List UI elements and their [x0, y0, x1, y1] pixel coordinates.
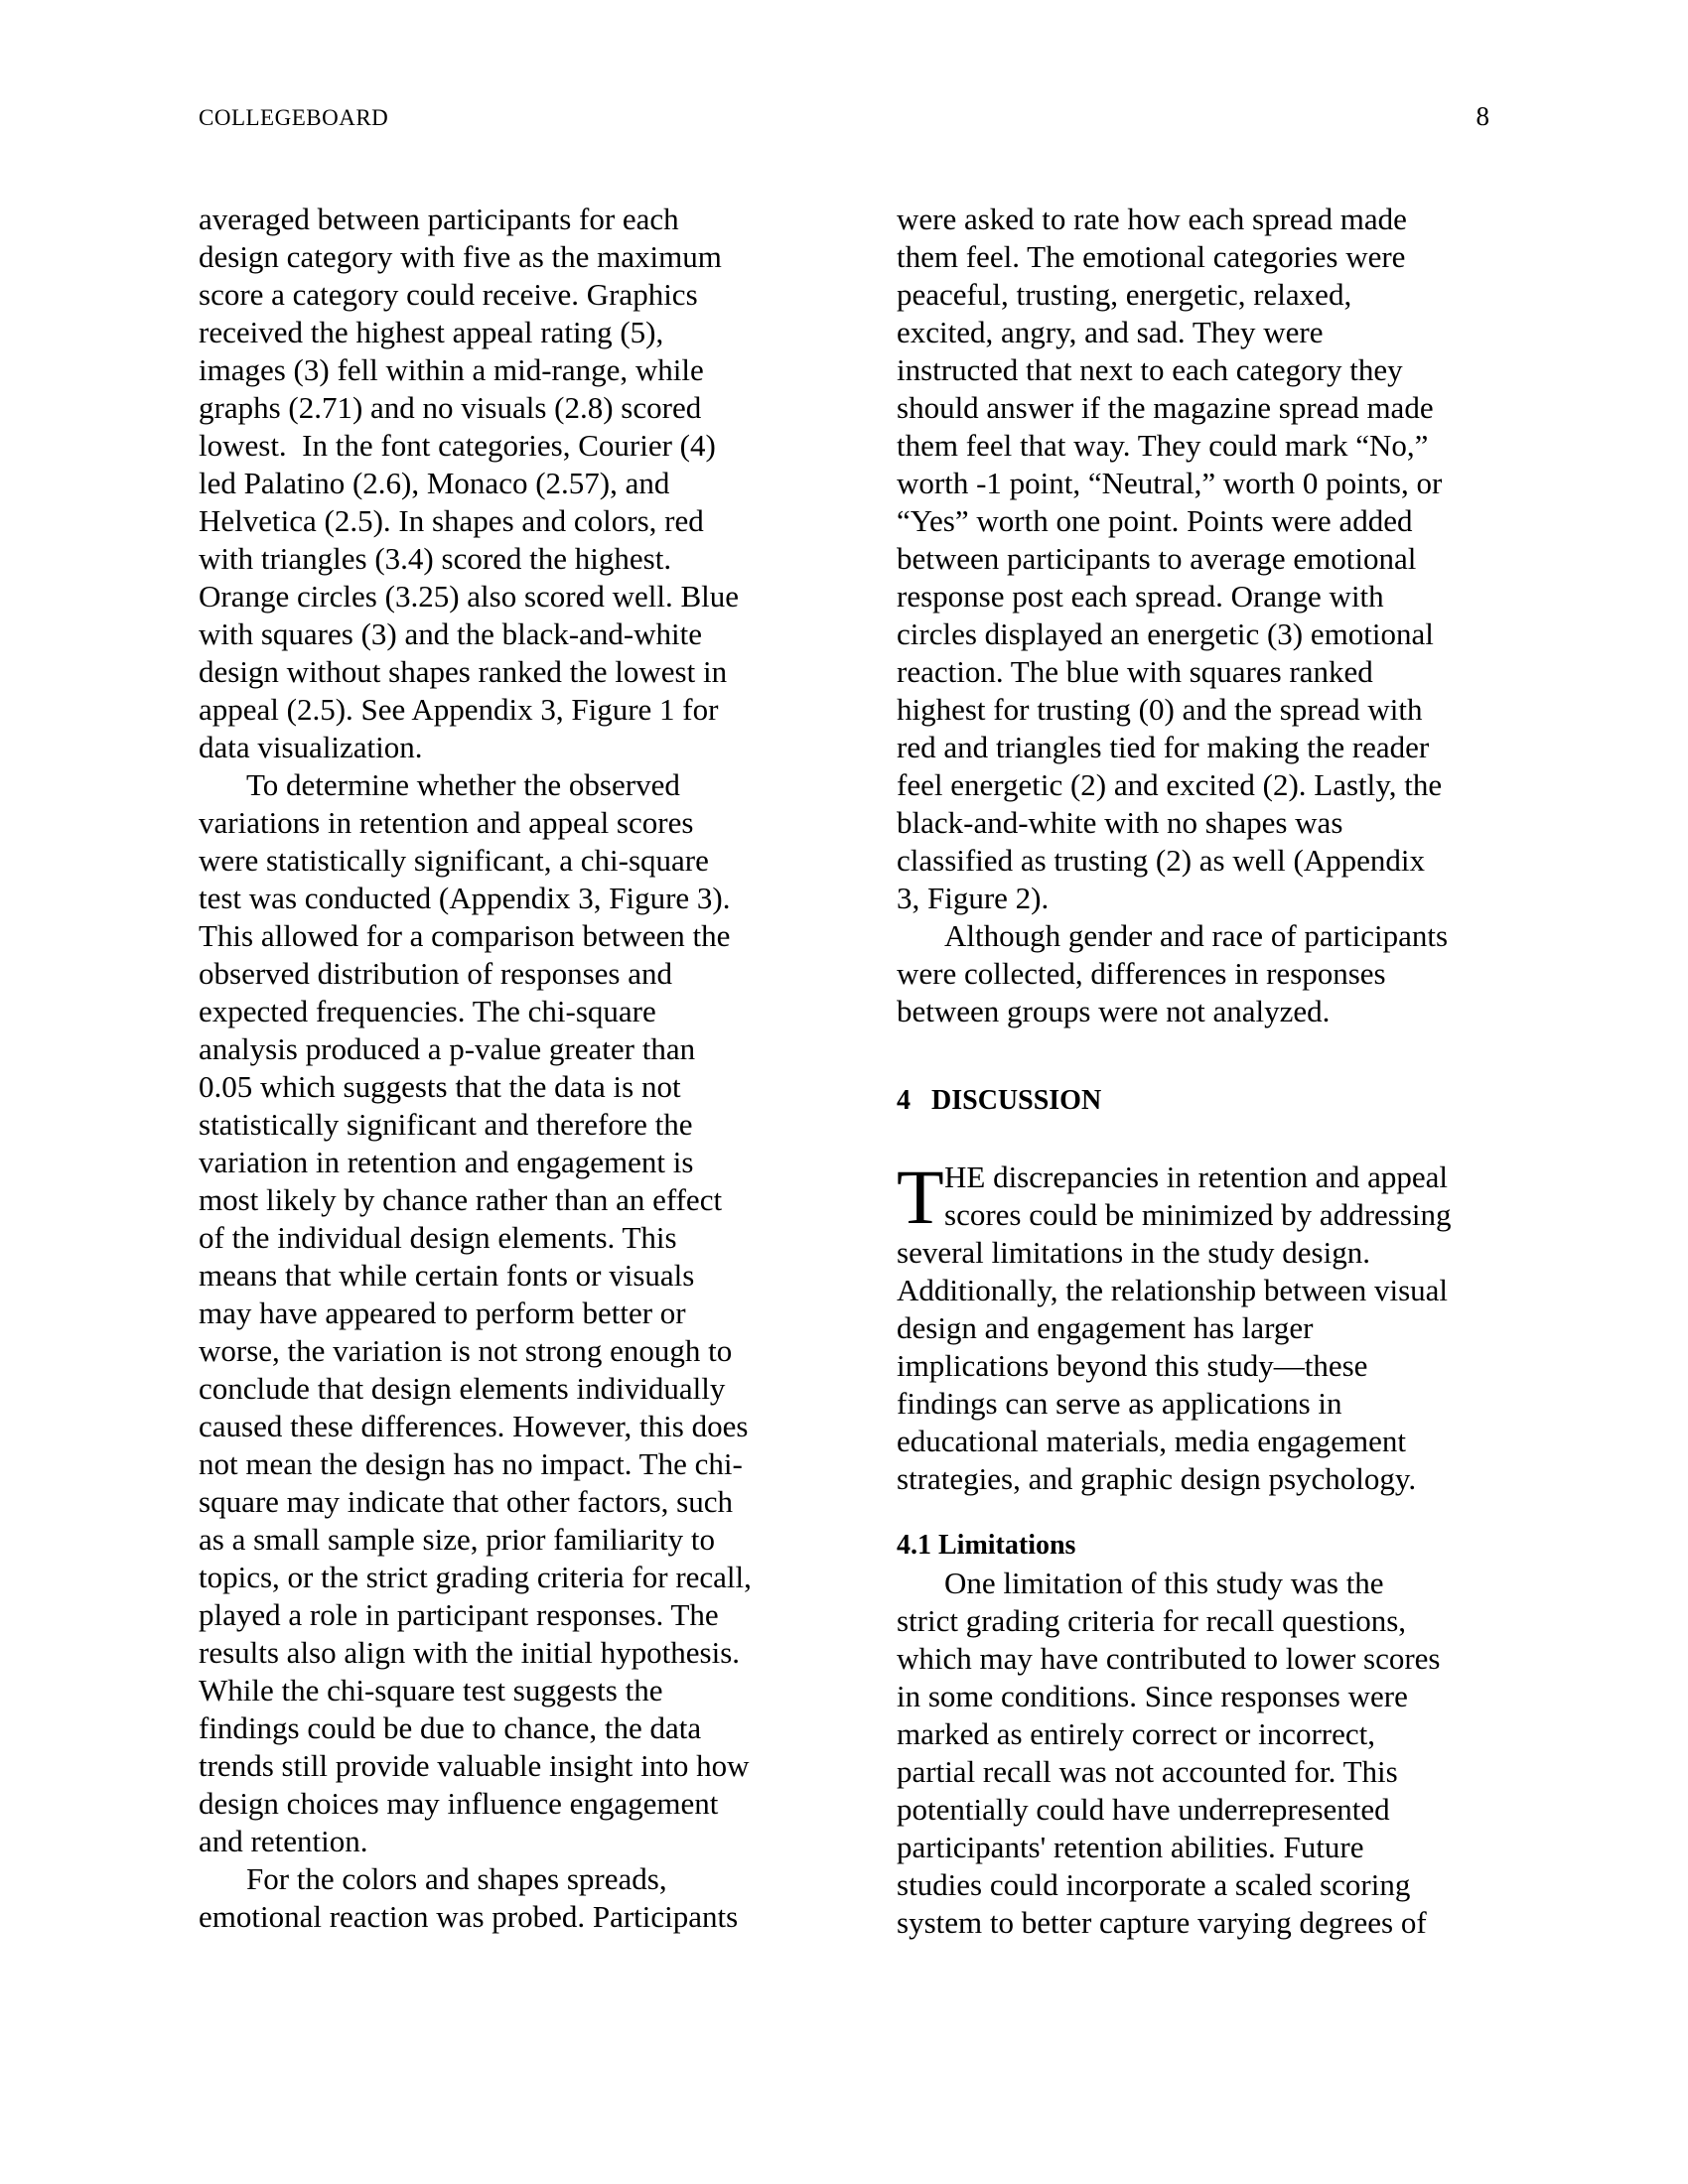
text-line: strict grading criteria for recall questions,	[897, 1603, 1407, 1638]
text-line: images (3) fell within a mid-range, while	[199, 352, 704, 387]
text-line: conclude that design elements individually	[199, 1371, 726, 1406]
text-line: between groups were not analyzed.	[897, 994, 1331, 1028]
text-line: One limitation of this study was the	[944, 1566, 1384, 1600]
text-line: instructed that next to each category they	[897, 352, 1403, 387]
paragraph	[199, 766, 819, 1860]
text-line: 3, Figure 2).	[897, 881, 1050, 915]
text-line: red and triangles tied for making the reader	[897, 730, 1430, 764]
text-line: design choices may influence engagement	[199, 1786, 719, 1821]
text-line: scores could be minimized by addressing	[944, 1197, 1452, 1232]
text-line: strategies, and graphic design psychology.	[897, 1461, 1417, 1496]
text-line: black-and-white with no shapes was	[897, 805, 1343, 840]
text-line: partial recall was not accounted for. This	[897, 1754, 1398, 1789]
text-line: emotional reaction was probed. Participants	[199, 1899, 739, 1934]
text-line: played a role in participant responses. The	[199, 1597, 719, 1632]
text-line: design without shapes ranked the lowest in	[199, 654, 728, 689]
text-line: lowest. In the font categories, Courier (4)	[199, 428, 716, 463]
text-line: studies could incorporate a scaled scoring	[897, 1867, 1411, 1902]
text-line: design category with five as the maximum	[199, 239, 722, 274]
text-line: in some conditions. Since responses were	[897, 1679, 1408, 1713]
text-line: score a category could receive. Graphics	[199, 277, 698, 312]
text-line: appeal (2.5). See Appendix 3, Figure 1 for	[199, 692, 719, 727]
text-line: reaction. The blue with squares ranked	[897, 654, 1373, 689]
right-column	[897, 201, 1502, 1942]
paragraph	[897, 917, 1502, 1030]
text-line: may have appeared to perform better or	[199, 1296, 686, 1330]
text-line: and retention.	[199, 1824, 368, 1858]
text-line: them feel that way. They could mark “No,”	[897, 428, 1429, 463]
text-line: implications beyond this study—these	[897, 1348, 1368, 1383]
text-line: educational materials, media engagement	[897, 1424, 1406, 1458]
text-line: results also align with the initial hypothesis.	[199, 1635, 741, 1670]
running-head	[199, 101, 1489, 132]
text-line: Although gender and race of participants	[944, 918, 1449, 953]
text-line: design and engagement has larger	[897, 1310, 1314, 1345]
text-line: should answer if the magazine spread made	[897, 390, 1434, 425]
text-line: square may indicate that other factors, such	[199, 1484, 733, 1519]
paragraph	[897, 201, 1502, 917]
text-line: were asked to rate how each spread made	[897, 202, 1407, 236]
text-line: not mean the design has no impact. The chi-	[199, 1446, 743, 1481]
text-line: variation in retention and engagement is	[199, 1145, 694, 1179]
text-line: trends still provide valuable insight into how	[199, 1748, 750, 1783]
text-line: findings could be due to chance, the data	[199, 1710, 702, 1745]
page-number: 8	[1476, 101, 1489, 131]
text-line: variations in retention and appeal scores	[199, 805, 694, 840]
text-line: topics, or the strict grading criteria for recall,	[199, 1560, 752, 1594]
text-line: worth -1 point, “Neutral,” worth 0 points, or	[897, 466, 1443, 500]
text-line: circles displayed an energetic (3) emotional	[897, 616, 1434, 651]
text-line: means that while certain fonts or visuals	[199, 1258, 695, 1293]
text-line: Additionally, the relationship between visual	[897, 1273, 1449, 1307]
text-line: This allowed for a comparison between the	[199, 918, 731, 953]
text-line: several limitations in the study design.	[897, 1235, 1370, 1270]
text-line: marked as entirely correct or incorrect,	[897, 1716, 1375, 1751]
text-line: between participants to average emotional	[897, 541, 1417, 576]
text-line: graphs (2.71) and no visuals (2.8) scored	[199, 390, 702, 425]
text-line: which may have contributed to lower scores	[897, 1641, 1441, 1676]
text-line: observed distribution of responses and	[199, 956, 672, 991]
text-line: While the chi-square test suggests the	[199, 1673, 663, 1707]
text-line: findings can serve as applications in	[897, 1386, 1342, 1421]
text-line: data visualization.	[199, 730, 423, 764]
subsection-heading: 4.1 Limitations	[897, 1530, 1076, 1561]
text-line: potentially could have underrepresented	[897, 1792, 1390, 1827]
text-line: test was conducted (Appendix 3, Figure 3).	[199, 881, 731, 915]
text-line: 0.05 which suggests that the data is not	[199, 1069, 681, 1104]
text-line: expected frequencies. The chi-square	[199, 994, 656, 1028]
text-line: Helvetica (2.5). In shapes and colors, red	[199, 503, 704, 538]
text-line: them feel. The emotional categories were	[897, 239, 1406, 274]
text-line: received the highest appeal rating (5),	[199, 315, 664, 349]
left-column	[199, 201, 819, 1936]
text-line: peaceful, trusting, energetic, relaxed,	[897, 277, 1352, 312]
text-line: led Palatino (2.6), Monaco (2.57), and	[199, 466, 670, 500]
paragraph	[199, 201, 819, 766]
text-line: with squares (3) and the black-and-white	[199, 616, 703, 651]
text-line: of the individual design elements. This	[199, 1220, 677, 1255]
text-line: participants' retention abilities. Future	[897, 1830, 1364, 1864]
text-line: classified as trusting (2) as well (Appendix	[897, 843, 1426, 878]
text-line: highest for trusting (0) and the spread with	[897, 692, 1423, 727]
text-line: with triangles (3.4) scored the highest.	[199, 541, 672, 576]
text-line: most likely by chance rather than an effect	[199, 1182, 723, 1217]
text-line: response post each spread. Orange with	[897, 579, 1384, 614]
text-line: For the colors and shapes spreads,	[246, 1861, 667, 1896]
text-line: “Yes” worth one point. Points were added	[897, 503, 1413, 538]
paragraph	[897, 1565, 1502, 1942]
text-line: system to better capture varying degrees of	[897, 1905, 1427, 1940]
text-line: as a small sample size, prior familiarity to	[199, 1522, 715, 1557]
text-line: worse, the variation is not strong enough to	[199, 1333, 733, 1368]
text-line: analysis produced a p-value greater than	[199, 1031, 696, 1066]
text-line: averaged between participants for each	[199, 202, 679, 236]
running-head-text: COLLEGEBOARD	[199, 105, 389, 130]
text-line: To determine whether the observed	[246, 767, 680, 802]
drop-cap: T	[897, 1154, 944, 1240]
dropcap-paragraph	[897, 1154, 1502, 1498]
text-line: excited, angry, and sad. They were	[897, 315, 1324, 349]
text-line: statistically significant and therefore the	[199, 1107, 693, 1142]
text-line: caused these differences. However, this does	[199, 1409, 749, 1443]
text-line: HE discrepancies in retention and appeal	[944, 1160, 1448, 1194]
text-line: were statistically significant, a chi-square	[199, 843, 709, 878]
text-line: were collected, differences in responses	[897, 956, 1386, 991]
text-line: feel energetic (2) and excited (2). Lastly, the	[897, 767, 1443, 802]
section-heading: 4 DISCUSSION	[897, 1085, 1102, 1116]
text-line: Orange circles (3.25) also scored well. Blue	[199, 579, 740, 614]
paragraph	[199, 1860, 819, 1936]
